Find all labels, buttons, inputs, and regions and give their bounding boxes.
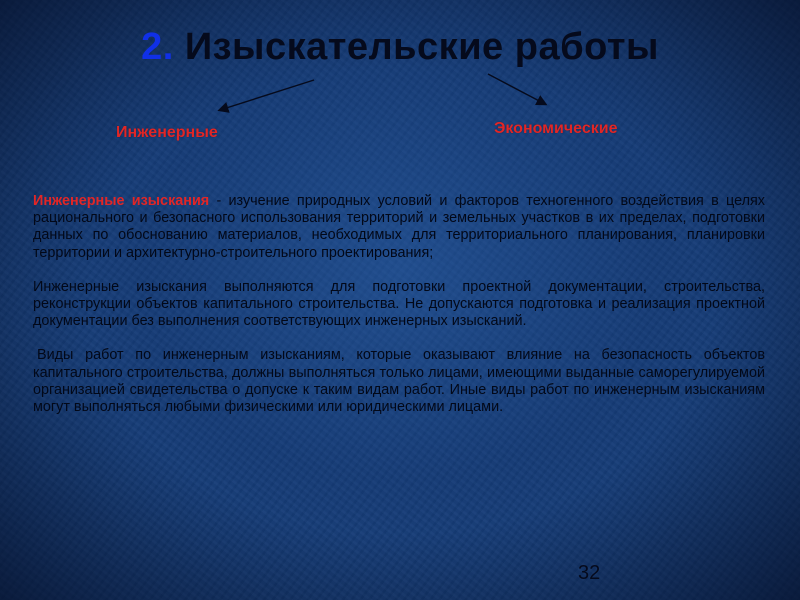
term-engineering-surveys: Инженерные изыскания (33, 193, 210, 209)
paragraph-definition (33, 193, 765, 262)
subtitle-engineering: Инженерные (116, 124, 218, 141)
slide-body (33, 193, 765, 433)
arrow-right (488, 74, 545, 104)
paragraph-purpose: Инженерные изыскания выполняются для подготовки проектной документации, строительства, реконструкции объектов капитального строительства. Не допускаются подготовка и реализация проектной документации без выполнения соответствующих инженерных изысканий. (33, 278, 765, 330)
subtitle-economic: Экономические (494, 120, 618, 137)
paragraph-work-types: Виды работ по инженерным изысканиям, которые оказывают влияние на безопасность объектов капитального строительства, должны выполняться только лицами, имеющими выданные саморегулируемой организацией свидетельства о допуске к таким видам работ. Иные виды работ по инженерным изысканиям могут выполняться любыми физическими или юридическими лицами. (33, 347, 765, 416)
title-text: Изыскательские работы (184, 26, 659, 68)
arrow-left (220, 80, 314, 110)
page-number: 32 (578, 562, 601, 584)
definition-text: - изучение природных условий и факторов техногенного воздействия в целях рационального и безопасного использования территорий и земельных участков в их пределах, подготовки данных по обоснованию материалов, необходимых для территориального планирования, планировки территории и архитектурно-строительного проектирования; (33, 193, 765, 261)
title-number: 2. (141, 26, 174, 68)
